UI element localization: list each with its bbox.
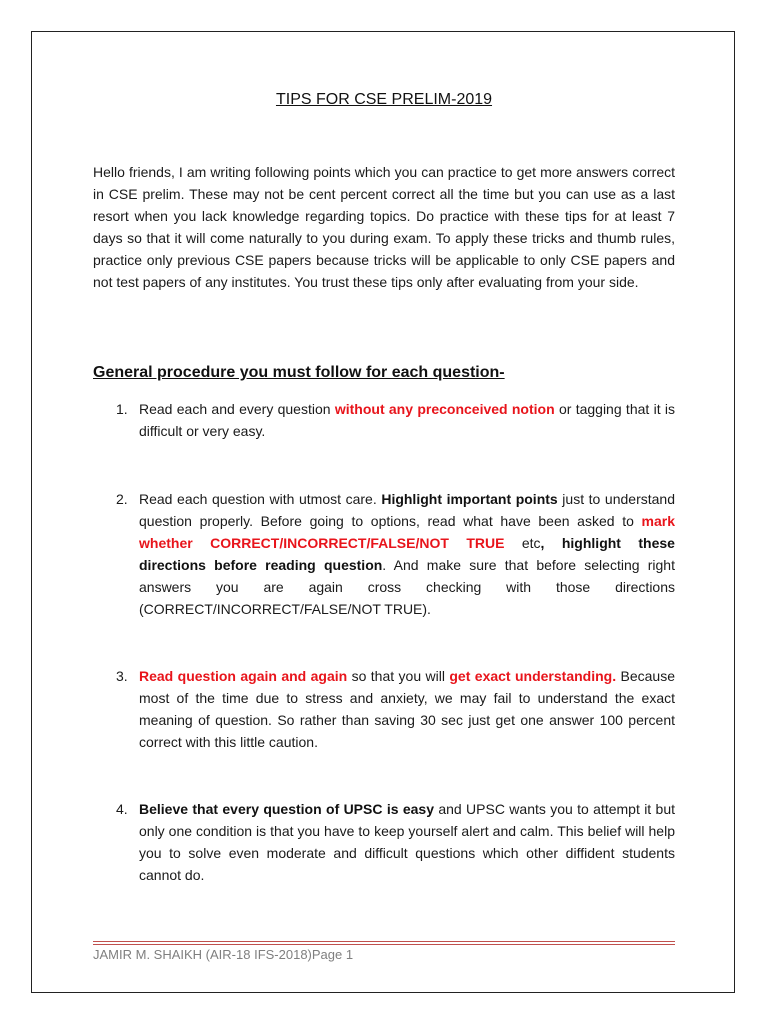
list-item-1 [93,398,675,442]
page-footer: JAMIR M. SHAIKH (AIR-18 IFS-2018)Page 1 [93,947,354,962]
item-text: just to understand question properly. Before going to options, read what have been asked to [139,491,675,529]
item-highlight-bold: Highlight important points [381,491,558,507]
list-item-number: 1. [116,401,128,417]
item-highlight-bold: , highlight these directions before reading question [139,535,675,573]
list-item-body [139,488,675,620]
intro-paragraph: Hello friends, I am writing following points which you can practice to get more answers correct in CSE prelim. These may not be cent percent correct all the time but you can use as a last resort when you lack knowledge regarding topics. Do practice with these tips for at least 7 days so that it will come naturally to you during exam. To apply these tricks and thumb rules, practice only previous CSE papers because tricks will be applicable to only CSE papers and not test papers of any institutes. You trust these tips only after evaluating from your side. [93,164,675,290]
item-highlight-red: mark whether CORRECT/INCORRECT/FALSE/NOT TRUE [139,513,675,551]
item-text: etc [504,535,541,551]
list-item-number: 4. [116,801,128,817]
item-text: Because most of the time due to stress and anxiety, we may fail to understand the exact meaning of question. So rather than saving 30 sec just get one answer 100 percent correct with this little caution. [139,668,675,750]
list-item-body [139,665,675,753]
item-highlight-red: Read question again and again [139,668,348,684]
list-item-4 [93,798,675,886]
item-highlight-red: get exact understanding. [449,668,617,684]
item-highlight-red: without any preconceived notion [334,401,555,417]
item-highlight-bold: Believe that every question of UPSC is easy [139,801,434,817]
list-item-3 [93,665,675,753]
list-item-body [139,798,675,886]
footer-rule [93,941,675,942]
document-title: TIPS FOR CSE PRELIM-2019 [275,91,493,108]
section-heading: General procedure you must follow for each question- [93,364,505,381]
item-text: . And make sure that before selecting right answers you are again cross checking with those directions (CORRECT/INCORRECT/FALSE/NOT TRUE). [139,557,675,617]
list-item-body [139,398,675,442]
list-item-2 [93,488,675,620]
list-item-number: 2. [116,491,128,507]
item-text: or tagging that it is difficult or very easy. [139,401,675,439]
list-item-number: 3. [116,668,128,684]
item-text: and UPSC wants you to attempt it but only one condition is that you have to keep yourself alert and calm. This belief will help you to solve even moderate and difficult questions which other diffident students cannot do. [139,801,676,883]
item-text: so that you will [347,668,450,684]
footer-rule [93,944,675,945]
item-text: Read each question with utmost care. [139,491,382,507]
item-text: Read each and every question [139,401,335,417]
